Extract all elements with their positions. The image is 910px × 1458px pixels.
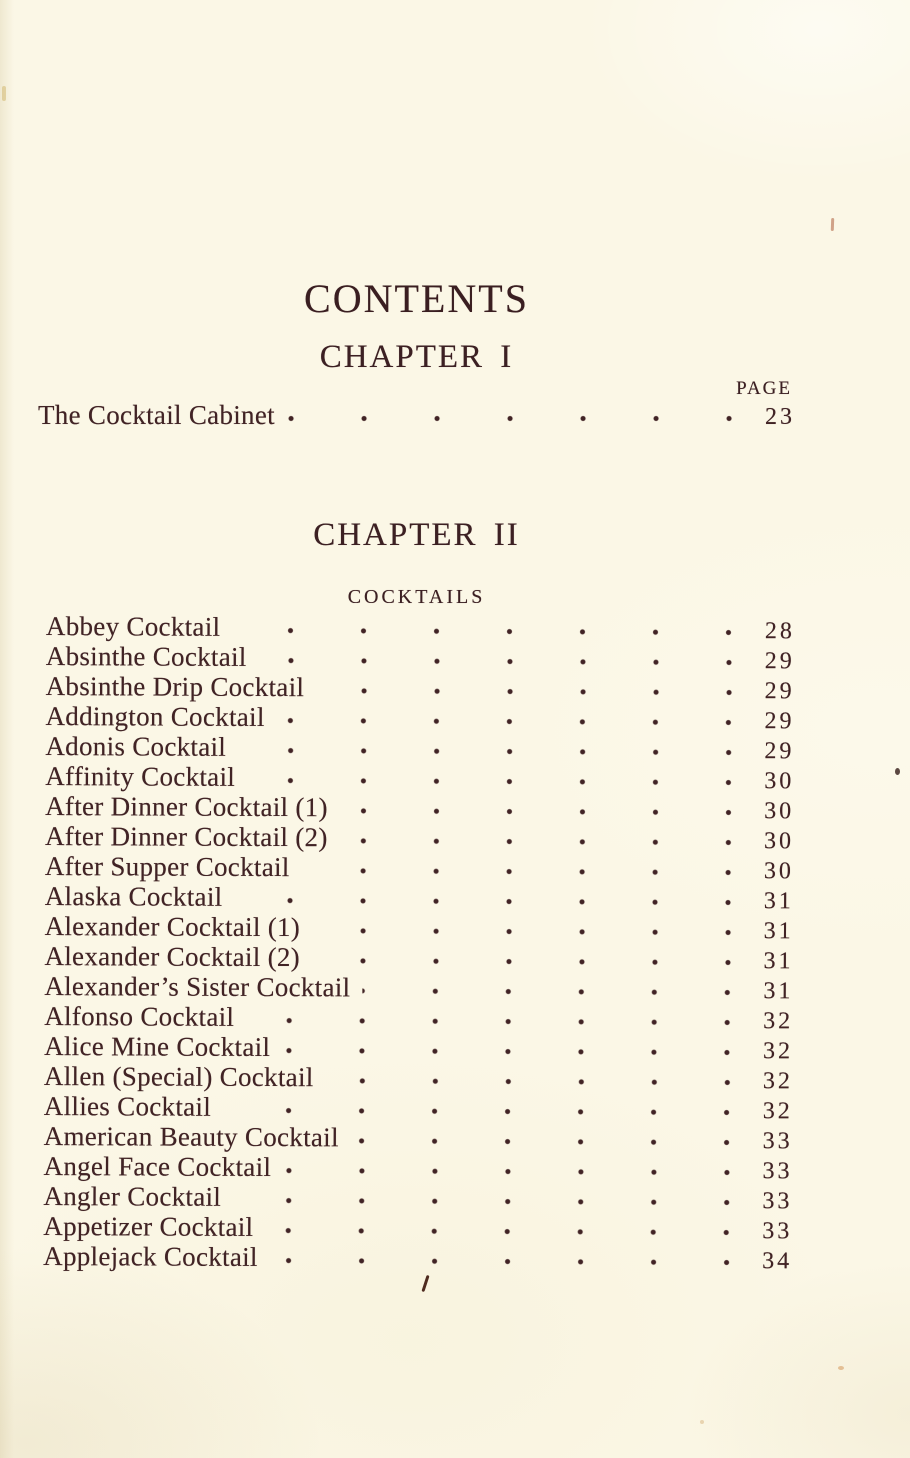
- toc-row: [37, 791, 794, 824]
- toc-entry-page: 29: [764, 708, 795, 735]
- page-column-label: PAGE: [736, 378, 792, 399]
- paper-speck: [700, 1420, 704, 1424]
- dot-leader: [259, 656, 739, 667]
- dot-leader: [362, 986, 737, 997]
- dot-leader: [282, 1046, 737, 1057]
- dot-leader: [232, 626, 739, 637]
- toc-row: [36, 1091, 793, 1124]
- toc-entry-title: Alexander Cocktail (1): [44, 911, 301, 943]
- toc-row: [36, 941, 793, 974]
- toc-row: [38, 671, 795, 704]
- toc-entry-page: 32: [763, 1008, 794, 1035]
- toc-row: [37, 821, 794, 854]
- dot-leader: [340, 806, 738, 817]
- dot-leader: [265, 1226, 736, 1237]
- toc-entry-page: 31: [763, 888, 794, 915]
- toc-entry-title: The Cocktail Cabinet: [38, 400, 275, 430]
- dot-leader: [233, 1196, 736, 1207]
- toc-row: [36, 1001, 793, 1034]
- toc-entry-title: Affinity Cocktail: [45, 761, 236, 792]
- toc-entry-title: Absinthe Cocktail: [45, 641, 247, 672]
- toc-entry-title: Angler Cocktail: [43, 1181, 222, 1212]
- toc-entry-title: Angel Face Cocktail: [43, 1151, 272, 1183]
- toc-row: [37, 911, 794, 944]
- toc-row: [37, 881, 794, 914]
- toc-entry-title: Abbey Cocktail: [45, 611, 221, 642]
- toc-row: [35, 1211, 792, 1244]
- toc-row: [38, 611, 795, 644]
- chapter-2-toc-list: [35, 611, 795, 1274]
- dot-leader: [277, 716, 739, 727]
- toc-row: [36, 1151, 793, 1184]
- toc-entry-title: Allen (Special) Cocktail: [43, 1061, 314, 1093]
- toc-entry-page: 33: [762, 1218, 793, 1245]
- dot-leader: [326, 1076, 737, 1087]
- toc-entry-page: 31: [763, 978, 794, 1005]
- dot-leader: [270, 1256, 736, 1267]
- toc-entry-title: Addington Cocktail: [45, 701, 265, 732]
- toc-entry-page: 32: [762, 1068, 794, 1095]
- toc-entry-page: 30: [764, 798, 795, 825]
- toc-row: [38, 400, 795, 430]
- scan-mark: [831, 218, 834, 231]
- dot-leader: [351, 1136, 737, 1147]
- toc-entry-page: 28: [764, 618, 795, 645]
- dot-leader: [316, 686, 738, 697]
- toc-entry-page: 33: [762, 1128, 793, 1155]
- page-title: CONTENTS: [304, 276, 529, 321]
- toc-entry-title: Alaska Cocktail: [44, 881, 223, 912]
- toc-entry-title: After Dinner Cocktail (2): [44, 821, 328, 853]
- dot-leader: [312, 926, 738, 937]
- toc-entry-page: 31: [763, 948, 794, 975]
- toc-entry-page: 32: [763, 1038, 794, 1065]
- toc-entry-page: 33: [762, 1188, 793, 1215]
- dot-leader: [238, 746, 738, 757]
- dot-leader: [312, 956, 738, 967]
- toc-entry-title: Appetizer Cocktail: [43, 1211, 254, 1242]
- toc-entry-title: Applejack Cocktail: [43, 1241, 258, 1272]
- toc-entry-page: 30: [763, 828, 795, 855]
- chapter-2-heading: CHAPTER II: [313, 517, 520, 553]
- toc-entry-page: 29: [764, 738, 795, 765]
- dot-leader: [223, 1106, 737, 1117]
- toc-row: [37, 731, 794, 764]
- toc-entry-title: After Supper Cocktail: [44, 851, 290, 883]
- dot-leader: [246, 1016, 737, 1027]
- dot-leader: [283, 1166, 736, 1177]
- toc-entry-title: Alexander’s Sister Cocktail: [44, 971, 351, 1003]
- dot-leader: [340, 836, 738, 847]
- toc-row: [37, 851, 794, 884]
- toc-entry-title: Adonis Cocktail: [45, 731, 227, 762]
- toc-row: [37, 761, 794, 794]
- toc-row: [36, 971, 793, 1004]
- toc-row: [38, 641, 795, 674]
- scan-mark: [895, 768, 900, 775]
- toc-entry-page: 23: [765, 404, 795, 430]
- toc-row: [36, 1031, 793, 1064]
- toc-entry-page: 30: [763, 858, 794, 885]
- toc-row: [37, 701, 794, 734]
- toc-entry-page: 29: [764, 648, 795, 675]
- dot-leader: [247, 776, 738, 787]
- scan-mark: [2, 86, 6, 101]
- dot-leader: [302, 866, 738, 877]
- toc-entry-title: Alexander Cocktail (2): [44, 941, 301, 973]
- dot-leader: [234, 896, 737, 907]
- toc-entry-page: 30: [764, 768, 795, 795]
- toc-row: [35, 1181, 792, 1214]
- text-column: [38, 0, 795, 1458]
- toc-entry-page: 34: [762, 1248, 793, 1275]
- toc-entry-title: Allies Cocktail: [43, 1091, 212, 1122]
- toc-entry-title: After Dinner Cocktail (1): [45, 791, 328, 823]
- dot-leader: [287, 414, 739, 423]
- toc-entry-page: 33: [762, 1158, 793, 1185]
- toc-row: [36, 1121, 793, 1154]
- toc-entry-page: 29: [764, 678, 795, 705]
- cocktails-section-label: COCKTAILS: [347, 586, 486, 608]
- toc-entry-title: Alice Mine Cocktail: [44, 1031, 271, 1063]
- toc-entry-page: 31: [763, 918, 794, 945]
- chapter-1-heading: CHAPTER I: [319, 339, 514, 375]
- toc-row: [36, 1061, 793, 1094]
- toc-row: [35, 1241, 792, 1274]
- toc-entry-title: Alfonso Cocktail: [44, 1001, 235, 1032]
- toc-entry-page: 32: [762, 1098, 793, 1125]
- chapter-1-toc-list: [38, 400, 795, 430]
- toc-entry-title: American Beauty Cocktail: [43, 1121, 339, 1153]
- paper-speck: [838, 1366, 844, 1370]
- toc-entry-title: Absinthe Drip Cocktail: [45, 671, 305, 703]
